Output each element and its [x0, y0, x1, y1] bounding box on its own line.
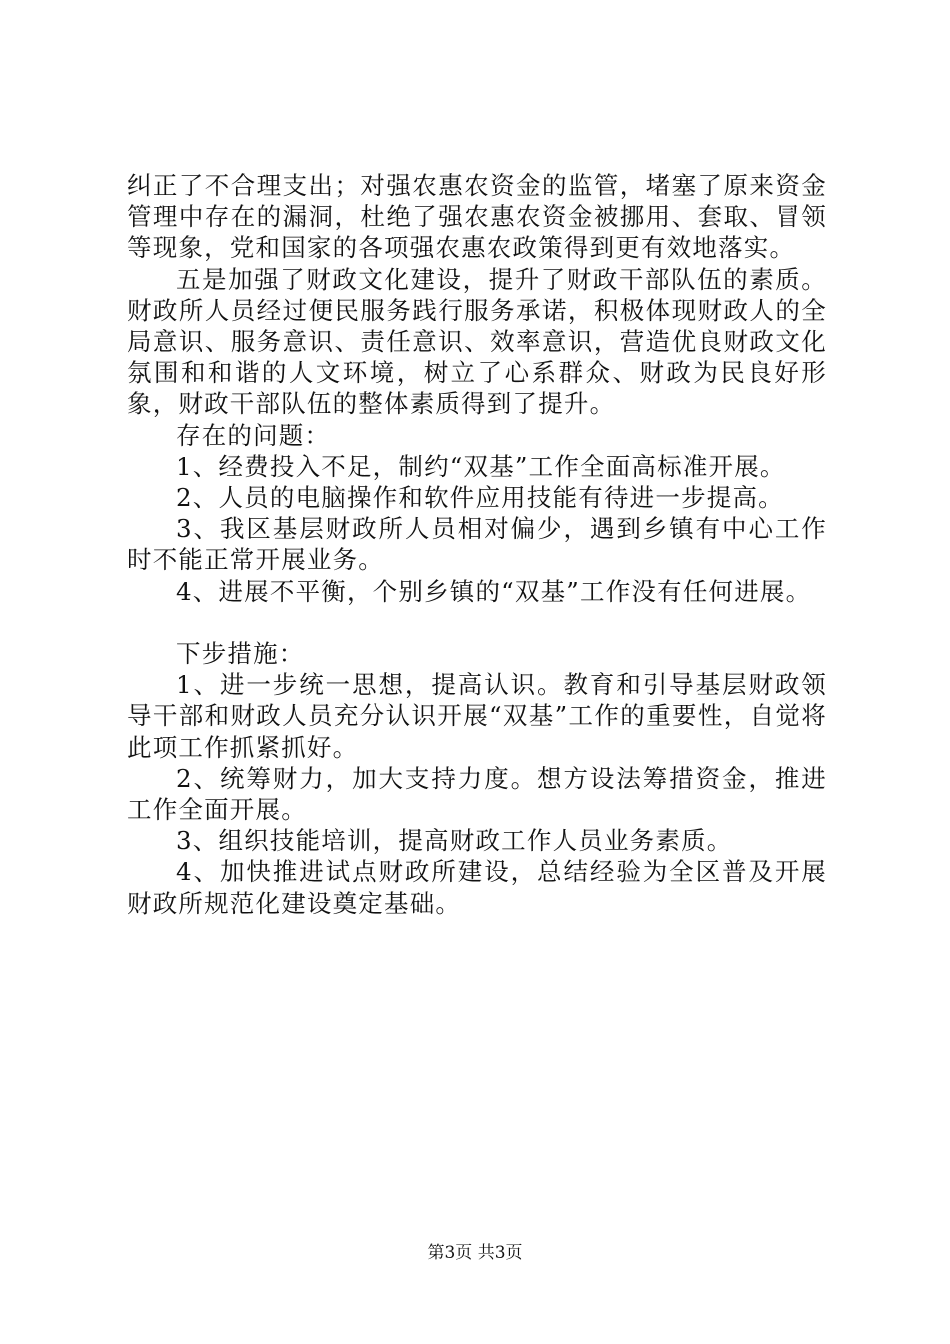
measures-heading: 下步措施：	[176, 639, 305, 669]
problems-heading: 存在的问题：	[176, 420, 331, 450]
page-total: 共3页	[477, 1243, 523, 1263]
paragraph-continuation: 纠正了不合理支出；对强农惠农资金的监管，堵塞了原来资金管理中存在的漏洞，杜绝了强农惠农资金被挪用、套取、冒领等现象，党和国家的各项强农惠农政策得到更有效地落实。	[127, 171, 827, 263]
problem-item-4: 4、进展不平衡，个别乡镇的“双基”工作没有任何进展。	[176, 576, 812, 606]
problem-item-1: 1、经费投入不足，制约“双基”工作全面高标准开展。	[176, 451, 786, 481]
paragraph-culture-building: 五是加强了财政文化建设，提升了财政干部队伍的素质。财政所人员经过便民服务践行服务承诺，积极体现财政人的全局意识、服务意识、责任意识、效率意识，营造优良财政文化氛围和和谐的人文环境，树立了心系群众、财政为民良好形象，财政干部队伍的整体素质得到了提升。	[127, 264, 827, 419]
measure-item-4: 4、加快推进试点财政所建设，总结经验为全区普及开展财政所规范化建设奠定基础。	[127, 857, 827, 918]
measure-item-2: 2、统筹财力，加大支持力度。想方设法筹措资金，推进工作全面开展。	[127, 763, 827, 825]
document-body	[127, 170, 827, 919]
page-footer	[0, 1242, 950, 1264]
page-number: 第3页	[427, 1243, 473, 1263]
measure-item-3: 3、组织技能培训，提高财政工作人员业务素质。	[176, 826, 733, 856]
blank-line	[127, 607, 827, 638]
measure-item-1: 1、进一步统一思想，提高认识。教育和引导基层财政领导干部和财政人员充分认识开展“双基”工作的重要性，自觉将此项工作抓紧抓好。	[127, 670, 827, 762]
problem-item-2: 2、人员的电脑操作和软件应用技能有待进一步提高。	[176, 483, 784, 513]
problem-item-3: 3、我区基层财政所人员相对偏少，遇到乡镇有中心工作时不能正常开展业务。	[127, 514, 827, 575]
